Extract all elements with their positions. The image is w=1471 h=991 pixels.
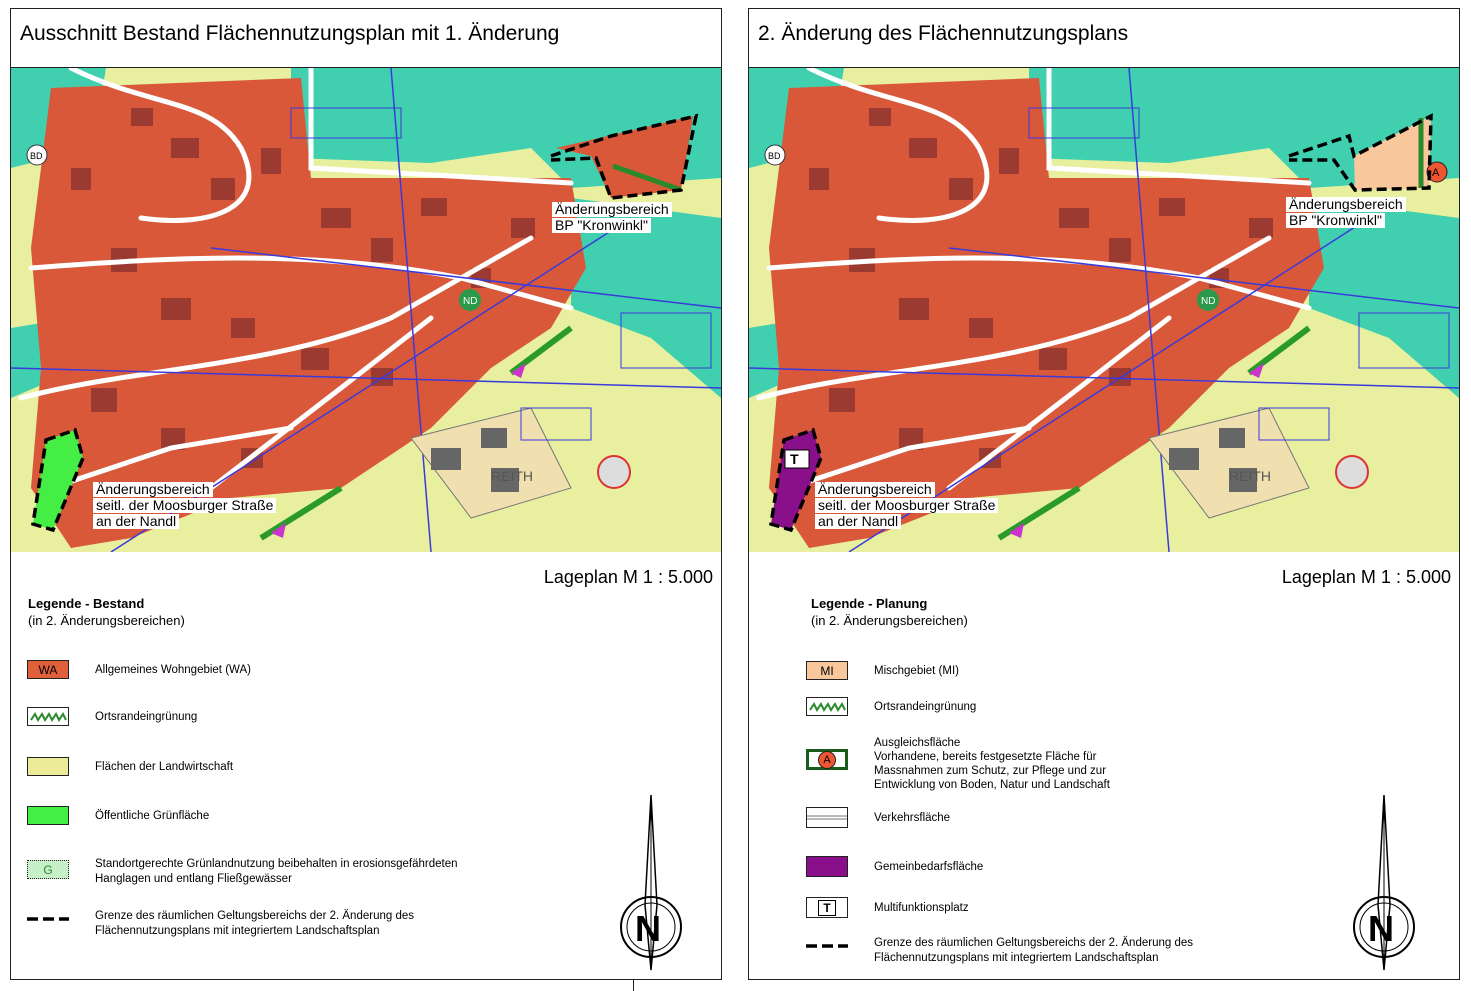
bd-label: BD (30, 151, 43, 161)
moosburger-label-line2: seitl. der Moosburger Straße (93, 498, 276, 513)
kronwinkl-label-line1: Änderungsbereich (552, 202, 672, 217)
north-arrow (1344, 795, 1424, 975)
scale-label: Lageplan M 1 : 5.000 (543, 567, 713, 587)
svg-text:A: A (1432, 167, 1440, 179)
wa-symbol: WA (27, 660, 69, 679)
grenze-symbol (806, 936, 848, 955)
north-arrow (611, 795, 691, 975)
nd-label: ND (1201, 296, 1216, 307)
panel-bestand: Ausschnitt Bestand Flächennutzungsplan mit 1. Änderung REITH ND BD Änderungsbereich BP "Kronwinkl" Änderungsbereich seitl. der Moosburger Straße an der Nandl Lageplan M 1 : 5.000 Legende - Bestand (in 2. Änderungsbereichen) WA Allgemeines Wohngebiet (WA) Ortsrandeingrünung Flächen der Landwirtschaft Öffentliche Grünfläche G Standortgerechte Grünlandnutzung beibehalten in erosionsgefährdeten Hanglagen und entlang Fließgewässer Grenze des räumlichen Geltungsbereichs der 2. Änderung des Flächennutzungsplans mit integriertem Landschaftsplan N (10, 8, 722, 980)
kronwinkl-label-line2: BP "Kronwinkl" (552, 218, 651, 233)
north-letter: N (635, 908, 661, 949)
bd-label: BD (768, 151, 781, 161)
map-bestand (11, 68, 721, 552)
moosburger-label-line1: Änderungsbereich (815, 482, 935, 497)
gruenflaeche-symbol (27, 806, 69, 825)
gemeinbedarf-symbol (806, 856, 848, 877)
moosburger-label-line2: seitl. der Moosburger Straße (815, 498, 998, 513)
legend-title: Legende - Planung (811, 596, 928, 611)
moosburger-label-line3: an der Nandl (93, 514, 179, 529)
legend-subtitle: (in 2. Änderungsbereichen) (28, 613, 185, 628)
legend-subtitle: (in 2. Änderungsbereichen) (811, 613, 968, 628)
scale-label: Lageplan M 1 : 5.000 (1281, 567, 1451, 587)
reith-label: REITH (491, 468, 533, 484)
multifunktion-t-icon: T (818, 900, 835, 916)
ortsrand-symbol (806, 697, 848, 716)
grenze-symbol (27, 909, 69, 928)
kronwinkl-label-line1: Änderungsbereich (1286, 197, 1406, 212)
mi-symbol: MI (806, 661, 848, 680)
panel-planung: 2. Änderung des Flächennutzungsplans REITH ND BD A T Änderungsbereich BP "Kronwinkl" Änderungsbereich seitl. der Moosburger Straße an der Nandl Lageplan M 1 : 5.000 Legende - Planung (in 2. Änderungsbereichen) MI Mischgebiet (MI) Ortsrandeingrünung A Ausgleichsfläche Vorhandene, bereits festgesetzte Fläche für Massnahmen zum Schutz, zur Pflege und zur Entwicklung von Boden, Natur und Landschaft Verkehrsfläche Gemeinbedarfsfläche T Multifunktionsplatz Grenze des räumlichen Geltungsbereichs der 2. Änderung des Flächennutzungsplans mit integriertem Landschaftsplan N (748, 8, 1460, 980)
ortsrand-symbol (27, 707, 69, 726)
landwirtschaft-symbol (27, 757, 69, 776)
nd-label: ND (463, 296, 478, 307)
moosburger-label-line1: Änderungsbereich (93, 482, 213, 497)
panel-title: 2. Änderung des Flächennutzungsplans (749, 9, 1459, 68)
ausgleich-a-icon: A (818, 751, 836, 769)
north-letter: N (1368, 908, 1394, 949)
legend-title: Legende - Bestand (28, 596, 145, 611)
multifunktion-symbol (806, 897, 848, 918)
kronwinkl-label-line2: BP "Kronwinkl" (1286, 213, 1385, 228)
gruenland-symbol: G (27, 860, 69, 879)
panel-title: Ausschnitt Bestand Flächennutzungsplan mit 1. Änderung (11, 9, 721, 68)
reith-label: REITH (1229, 468, 1271, 484)
verkehr-symbol (806, 807, 848, 828)
page-divider-tick (633, 980, 634, 991)
svg-text:T: T (790, 451, 799, 467)
ausgleich-symbol (806, 749, 848, 770)
moosburger-label-line3: an der Nandl (815, 514, 901, 529)
map-planung (749, 68, 1459, 552)
